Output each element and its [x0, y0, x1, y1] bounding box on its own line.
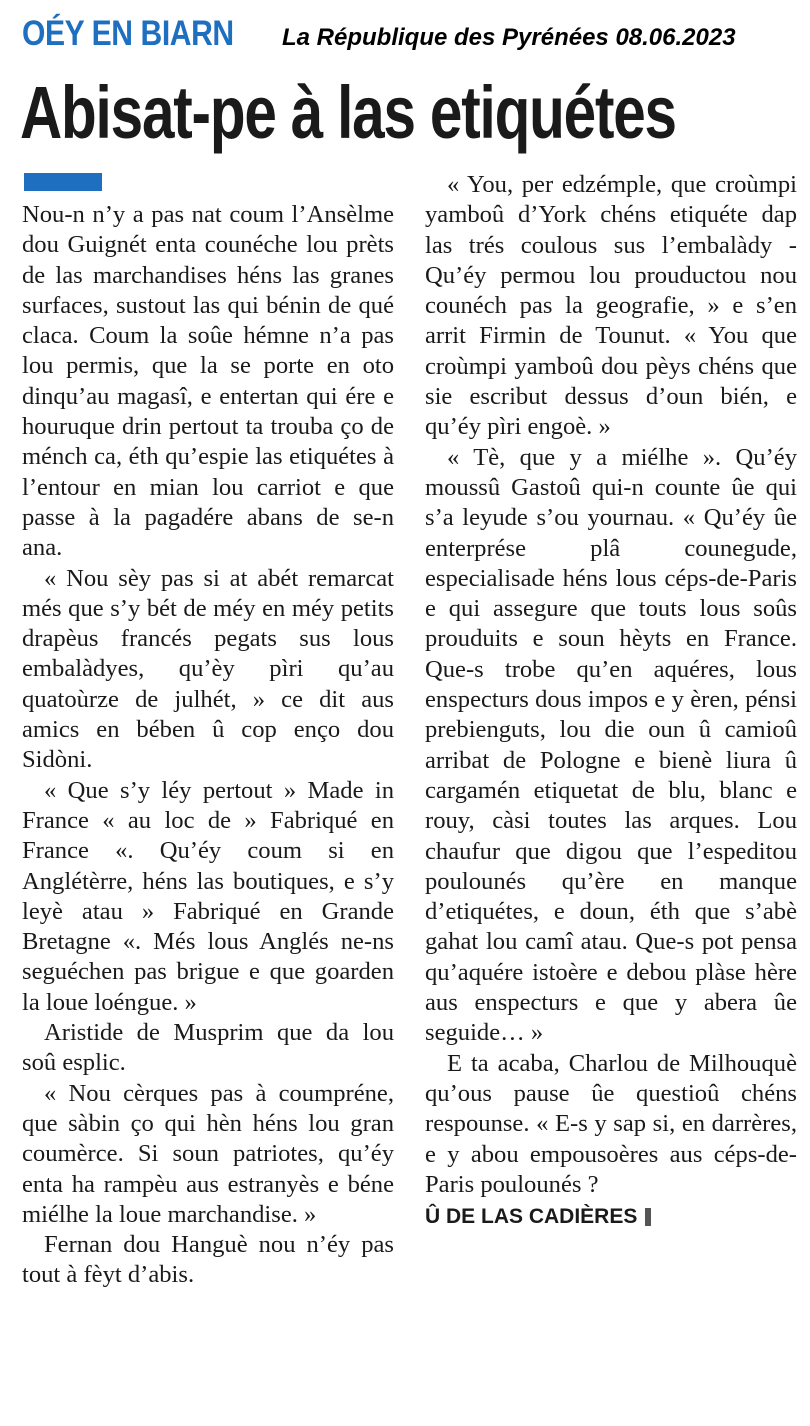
article-paragraph: Nou-n n’y a pas nat coum l’Ansèlme dou Guignét enta counéche lou prèts de las marchandises héns las granes surfaces, sustout las qui bénin de qué claca. Coum la soûe hémne n’a pas lou permis, que la se porte en oto dinqu’au magasî, e entertan qui ére e houruque drin pertout ta trouba ço de ménch ca, éth qu’espie las etiquétes à l’entour en mian lou carriot e que passe à la pagadére abans de se-n ana. [22, 201, 394, 562]
article-column-left [22, 170, 394, 1291]
article-paragraph: « You, per edzémple, que croùmpi yamboû d’York chéns etiquéte dap las trés coulous sus l’embalàdy - Qu’éy permou lou prouductou nou counéch pas la geografie, » e s’en arrit Firmin de Tounut. « You que croùmpi yamboû dou pèys chéns que sie escribut dessus d’oun bién, e qu’éy pìri engoè. » [425, 171, 797, 441]
article-paragraph: « Nou cèrques pas à coumpréne, que sàbin ço qui hèn héns lou gran coumèrce. Si soun patriotes, qu’éy enta ha rampèu aus estranyès e béne miélhe la loue marchandise. » [22, 1079, 394, 1228]
section-rubric: OÉY EN BIARN [22, 14, 234, 53]
article-paragraph: Fernan dou Hanguè nou n’éy pas tout à fèyt d’abis. [22, 1231, 394, 1289]
article-paragraph: « Tè, que y a miélhe ». Qu’éy moussû Gastoû qui-n counte ûe qui s’a leyude s’ou yournau. « Qu’éy ûe enterprése plâ counegude, especialisade héns lous céps-de-Paris e qui assegure que touts lous soûs prouduits e soun hèyts en France. Que-s trobe qu’en aquéres, lous enspecturs dous impos e y èren, pénsi prebienguts, lou die oun û camioû arribat de Pologne e bienè liura û cargamén etiquetat de blu, blanc e rouy, càsi toutes las arques. Lou chaufur que digou que l’espeditou poulounés qu’ère en manque d’etiquétes, e doun, éth que s’abè gahat lou camî atau. Que-s pot pensa qu’aquére istoère e debou plàse hère aus enspecturs e que y abera ûe seguide… » [425, 443, 797, 1047]
article-paragraph: E ta acaba, Charlou de Milhouquè qu’ous pause ûe questioû chéns respounse. « E-s y sap si, en darrères, e y abou empousoères aus céps-de-Paris poulounés ? [425, 1049, 797, 1198]
newspaper-source-date: La République des Pyrénées 08.06.2023 [282, 24, 736, 51]
article-headline: Abisat-pe à las etiquétes [20, 71, 676, 154]
article-paragraph: « Que s’y léy pertout » Made in France « au loc de » Fabriqué en France «. Qu’éy coum si en Anglétèrre, héns las boutiques, e s’y leyè atau » Fabriqué en Grande Bretagne «. Més lous Anglés ne-ns seguéchen pas brigue e que goarden la loue loéngue. » [22, 776, 394, 1016]
author-name: Û DE LAS CADIÈRES [425, 1205, 638, 1229]
article-paragraph: Aristide de Musprim que da lou soû esplic. [22, 1019, 394, 1077]
author-signature [425, 1202, 797, 1232]
end-mark [645, 1208, 651, 1226]
column-spacer [22, 170, 394, 200]
article-column-right [425, 170, 797, 1232]
article-paragraph: « Nou sèy pas si at abét remarcat més que s’y bét de méy en méy petits drapèus francés pegats sus lous embalàdyes, qu’èy pìri qu’au quatoùrze de julhét, » ce dit aus amics en bében û cop enço dou Sidòni. [22, 564, 394, 774]
